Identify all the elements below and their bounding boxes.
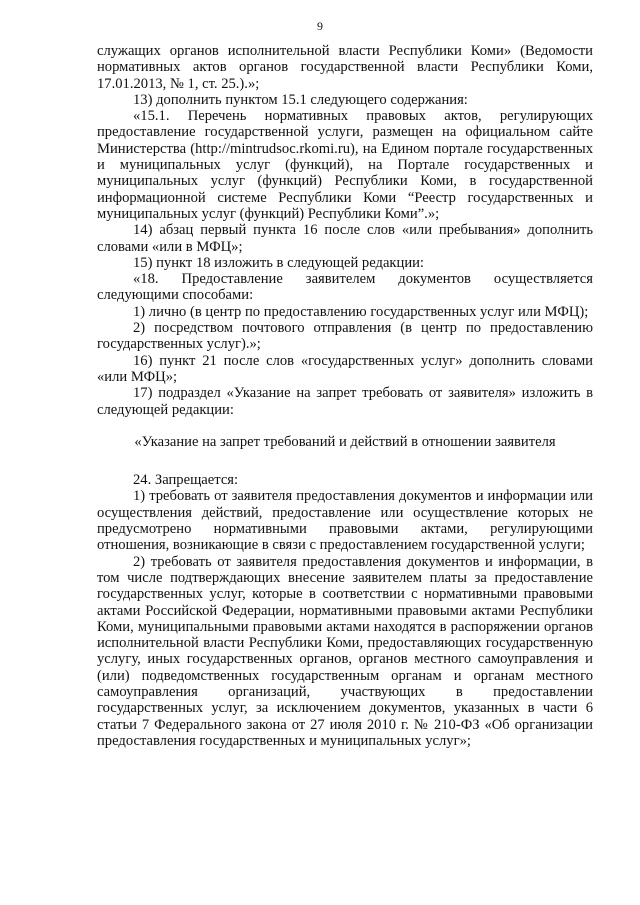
paragraph-item-16: 16) пункт 21 после слов «государственных услуг» дополнить словами «или МФЦ»; [97, 352, 593, 385]
paragraph-18: «18. Предоставление заявителем документов осуществляется следующими способами: [97, 271, 593, 304]
paragraph-18-item-2: 2) посредством почтового отправления (в центр по предоставлению государственных услуг).»; [97, 320, 593, 353]
paragraph-24: 24. Запрещается: [133, 472, 239, 489]
paragraph-24-item-1: 1) требовать от заявителя предоставления документов и информации или осуществления действий, предоставление или осуществление которых не предусмотрено нормативными правовыми актами, регулирующими отношения, возникающие в связи с предоставлением государственной услуги; [97, 488, 593, 554]
paragraph-item-15: 15) пункт 18 изложить в следующей редакции: [133, 254, 424, 271]
page-number: 9 [317, 19, 323, 33]
paragraph-item-17: 17) подраздел «Указание на запрет требовать от заявителя» изложить в следующей редакции: [97, 385, 593, 418]
paragraph-15-1: «15.1. Перечень нормативных правовых актов, регулирующих предоставление государственной услуги, размещен на официальном сайте Министерства (http://mintrudsoc.rkomi.ru), на Едином портале государственных и муниципальных услуг (функций), на Портале государственных и муниципальных услуг (функций) Республики Коми, в государственной информационной системе Республики Коми “Реестр государственных и муниципальных услуг (функций) Республики Коми”.»; [97, 108, 593, 222]
document-body [97, 43, 593, 749]
spacer [97, 418, 593, 434]
paragraph-24-item-2: 2) требовать от заявителя предоставления документов и информации, в том числе подтверждающих внесение заявителем платы за предоставление государственных услуг, которые в соответствии с нормативными правовыми актами Российской Федерации, нормативными правовыми актами Республики Коми, муниципальными правовыми актами находятся в распоряжении органов исполнительной власти Республики Коми, предоставляющих государственную услугу, иных государственных органов, органов местного самоуправления и (или) подведомственных государственным органам и органам местного самоуправления организаций, участвующих в предоставлении государственных услуг, за исключением документов, указанных в части 6 статьи 7 Федерального закона от 27 июля 2010 г. № 210-ФЗ «Об организации предоставления государственных и муниципальных услуг»; [97, 553, 593, 749]
paragraph-item-13: 13) дополнить пунктом 15.1 следующего содержания: [133, 91, 468, 108]
section-heading: «Указание на запрет требований и действий в отношении заявителя [134, 433, 556, 450]
paragraph-continuation: служащих органов исполнительной власти Республики Коми» (Ведомости нормативных актов органов государственной власти Республики Коми, 17.01.2013, № 1, ст. 25.).»; [97, 43, 593, 92]
paragraph-18-item-1: 1) лично (в центр по предоставлению государственных услуг или МФЦ); [133, 303, 589, 320]
spacer [97, 450, 593, 472]
paragraph-item-14: 14) абзац первый пункта 16 после слов «или пребывания» дополнить словами «или в МФЦ»; [97, 222, 593, 255]
